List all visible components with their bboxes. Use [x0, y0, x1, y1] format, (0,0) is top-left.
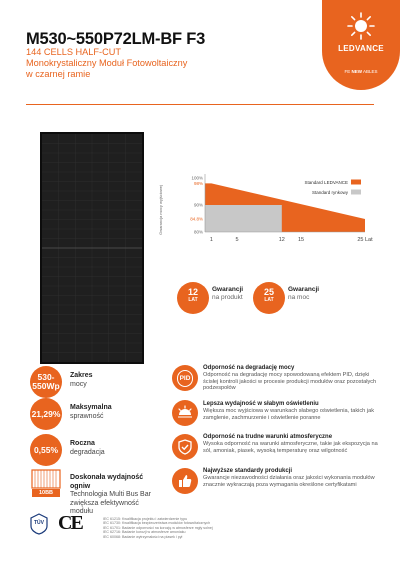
weather-feature: Odporność na trudne warunki atmosferyczne Wysoka odporność na warunki atmosferyczne, takie jak ekspozycja na sól, amoniak, piasek, wysoką temperaturę oraz wilgotność [203, 434, 378, 454]
product-title: M530~550P72LM-BF F3 [26, 30, 206, 48]
legend-label-ledvance: Standard LEDVANCE [304, 180, 348, 185]
pid-icon: PID [172, 365, 198, 391]
low-light-feature: Lepsza wydajność w słabym oświetleniu Większa moc wyjściowa w warunkach słabego oświetlenia, takich jak zamglenie, zachmurzenie i oświetlenie poranne [203, 401, 374, 421]
cert-list: IEC 61215: Kwalifikacja projektu i zatwierdzenie typu IEC 61730: Kwalifikacja bezpieczeństwa modułów fotowoltaicznych IEC 61701: Badanie odporności na korozję w atmosferze mgły solnej IEC 62716: Badanie korozji w atmosferze amoniaku IEC 60068: Badanie wytrzymałości na piasek i pył [103, 517, 213, 539]
y-tick-label: 98% [193, 180, 203, 186]
ce-mark: CE [58, 512, 82, 534]
efficiency-label: Maksymalna sprawność [70, 404, 112, 420]
legend-label-market: Standard rynkowy [311, 190, 348, 195]
x-tick-label: 5 [235, 237, 239, 243]
production-feature: Najwyższe standardy produkcji Gwarancje niezawodności działania oraz jakości wykonania modułów znacznie wykraczają poza wymagania określone certyfikatami [203, 468, 375, 488]
power-range-label: Zakres mocy [70, 372, 93, 388]
sun-logo-icon [347, 12, 375, 40]
x-tick-label: 1 [209, 237, 213, 243]
solar-panel-image [40, 132, 144, 364]
degradation-circle: 0,55% [30, 434, 62, 466]
efficiency-circle: 21,29% [30, 398, 62, 430]
pid-feature: Odporność na degradację mocy Odporność na degradację mocy spowodowaną efektem PID, dzięki ścisłej kontroli jakości w procesie produkcji modułów oraz pozostałych podzespołów [203, 365, 377, 392]
warranty-product-text: Gwarancji na produkt [212, 286, 244, 301]
y-tick-label: 90% [193, 202, 203, 208]
busbar-label: Doskonała wydajność ogniw Technologia Multi Bus Bar zwiększa efektywność modułu [70, 474, 151, 515]
y-tick-label: 80% [193, 229, 203, 235]
warranty-power-badge: 25 LAT [253, 282, 285, 314]
shield-check-icon [172, 434, 198, 460]
y-tick-label: 100% [191, 175, 203, 181]
warranty-product-badge: 12 LAT [177, 282, 209, 314]
warranty-chart [170, 170, 380, 250]
x-tick-label: 15 [297, 237, 305, 243]
chart-ylabel: Gwarancja mocy wyjściowej [158, 185, 163, 235]
y-tick-label: 84.8% [190, 216, 203, 222]
warranty-power-text: Gwarancji na moc [288, 286, 320, 301]
thumbs-up-icon [172, 468, 198, 494]
frame-type: w czarnej ramie [26, 69, 91, 79]
logo-tagline: FE NEW ABLES [344, 69, 378, 74]
tuv-logo: TÜV [30, 513, 48, 535]
sun-icon [172, 400, 198, 426]
x-tick-label: 25 Lat [357, 237, 373, 243]
power-range-circle: 530- 550Wp [30, 366, 62, 398]
degradation-label: Roczna degradacja [70, 440, 105, 456]
x-tick-label: 12 [278, 237, 285, 243]
header-divider [26, 104, 374, 105]
legend-swatch-market [351, 190, 361, 195]
legend-swatch-ledvance [351, 180, 361, 185]
logo-brand: LEDVANCE [338, 44, 384, 53]
cells-label: 144 CELLS HALF-CUT [26, 47, 121, 57]
ledvance-logo [322, 0, 400, 92]
busbar-icon: 10BB [30, 466, 62, 498]
product-type: Monokrystaliczny Moduł Fotowoltaiczny [26, 58, 188, 68]
